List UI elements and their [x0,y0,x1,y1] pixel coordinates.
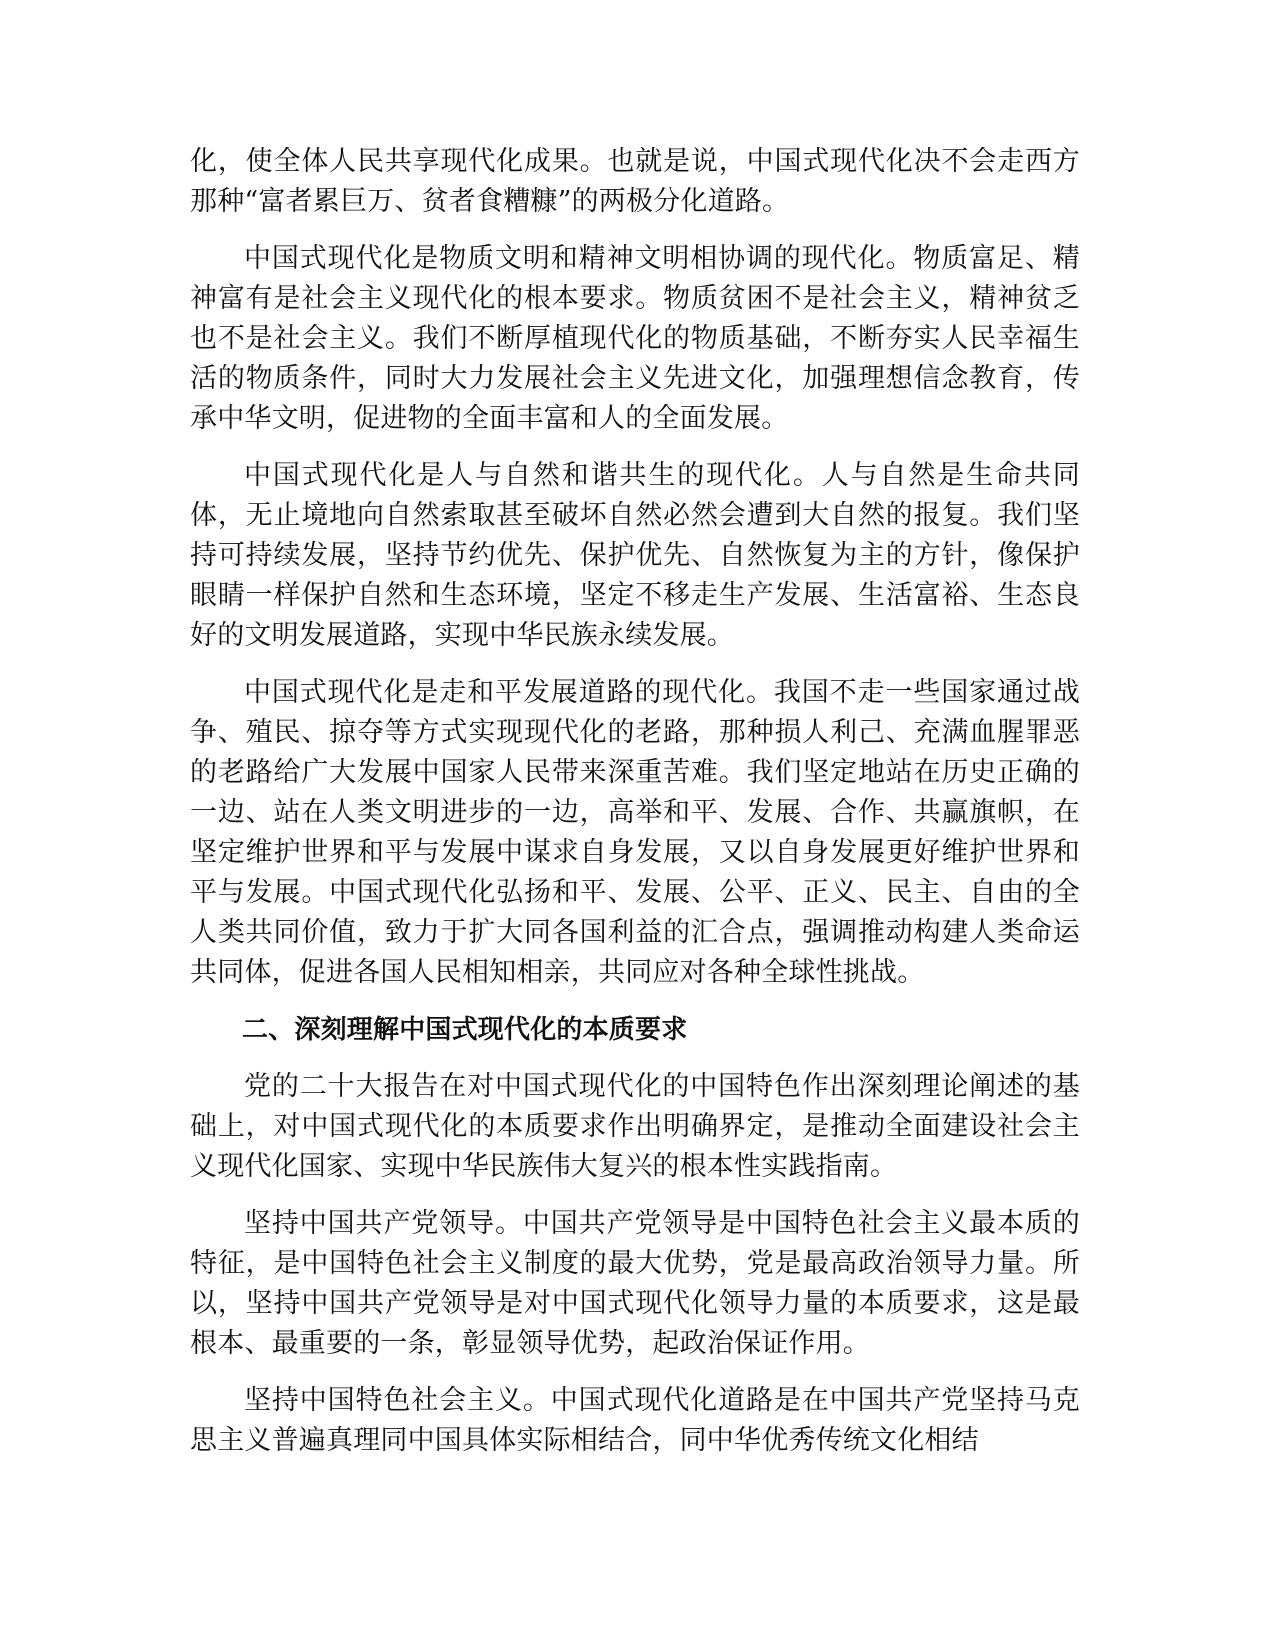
section-heading: 二、深刻理解中国式现代化的本质要求 [242,1015,688,1045]
paragraph-essential-requirements: 党的二十大报告在对中国式现代化的中国特色作出深刻理论阐述的基础上，对中国式现代化的本质要求作出明确界定，是推动全面建设社会主义现代化国家、实现中华民族伟大复兴的根本性实践指南。 [190,1071,1080,1182]
paragraph-party-leadership: 坚持中国共产党领导。中国共产党领导是中国特色社会主义最本质的特征，是中国特色社会主义制度的最大优势，党是最高政治领导力量。所以，坚持中国共产党领导是对中国式现代化领导力量的本质要求，这是最根本、最重要的一条，彰显领导优势，起政治保证作用。 [190,1208,1080,1359]
paragraph-material-spiritual: 中国式现代化是物质文明和精神文明相协调的现代化。物质富足、精神富有是社会主义现代化的根本要求。物质贫困不是社会主义，精神贫乏也不是社会主义。我们不断厚植现代化的物质基础，不断夯实人民幸福生活的物质条件，同时大力发展社会主义先进文化，加强理想信念教育，传承中华文明，促进物的全面丰富和人的全面发展。 [190,243,1080,434]
paragraph-continuation: 化，使全体人民共享现代化成果。也就是说，中国式现代化决不会走西方那种“富者累巨万、贫者食糟糠”的两极分化道路。 [190,146,1080,217]
paragraph-chinese-socialism: 坚持中国特色社会主义。中国式现代化道路是在中国共产党坚持马克思主义普遍真理同中国具体实际相结合，同中华优秀传统文化相结 [190,1385,1080,1456]
paragraph-harmony-nature: 中国式现代化是人与自然和谐共生的现代化。人与自然是生命共同体，无止境地向自然索取甚至破坏自然必然会遭到大自然的报复。我们坚持可持续发展，坚持节约优先、保护优先、自然恢复为主的方针，像保护眼睛一样保护自然和生态环境，坚定不移走生产发展、生活富裕、生态良好的文明发展道路，实现中华民族永续发展。 [190,460,1080,651]
document-body [190,142,1080,1478]
paragraph-peaceful-development: 中国式现代化是走和平发展道路的现代化。我国不走一些国家通过战争、殖民、掠夺等方式实现现代化的老路，那种损人利己、充满血腥罪恶的老路给广大发展中国家人民带来深重苦难。我们坚定地站在历史正确的一边、站在人类文明进步的一边，高举和平、发展、合作、共赢旗帜，在坚定维护世界和平与发展中谋求自身发展，又以自身发展更好维护世界和平与发展。中国式现代化弘扬和平、发展、公平、正义、民主、自由的全人类共同价值，致力于扩大同各国利益的汇合点，强调推动构建人类命运共同体，促进各国人民相知相亲，共同应对各种全球性挑战。 [190,677,1080,988]
